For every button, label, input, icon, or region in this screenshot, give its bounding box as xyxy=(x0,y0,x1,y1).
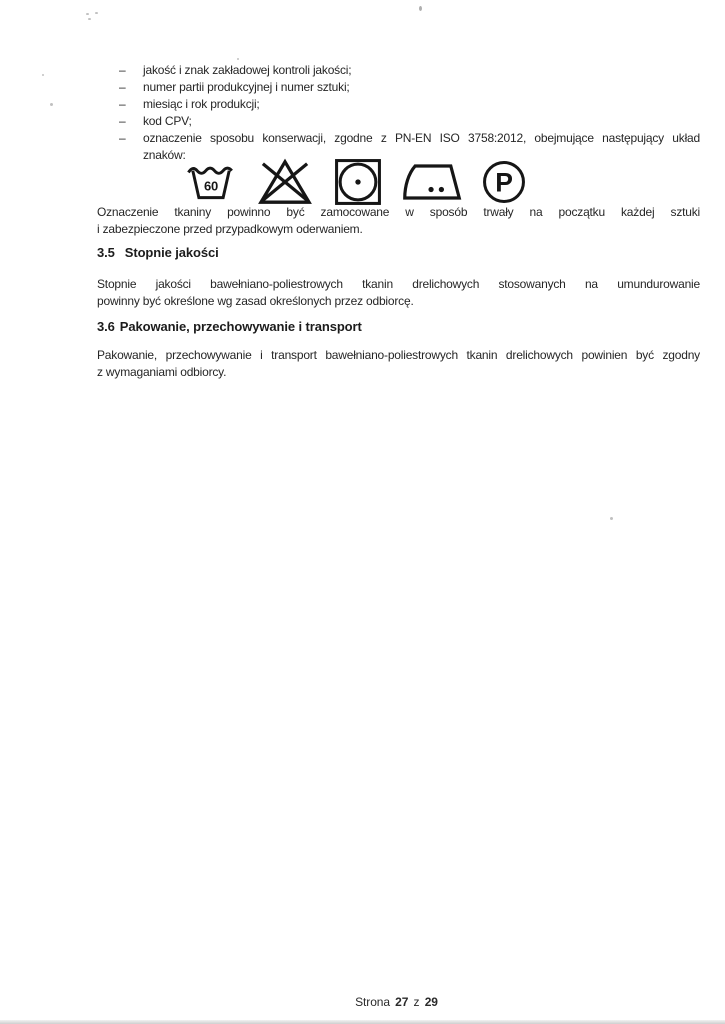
dash-bullet-icon: – xyxy=(119,114,126,128)
svg-text:P: P xyxy=(495,167,513,198)
scan-speck xyxy=(86,13,89,15)
bullet-list xyxy=(97,62,700,164)
dash-bullet-icon: – xyxy=(119,97,126,111)
scan-speck xyxy=(50,103,53,106)
paragraph-marking xyxy=(97,204,700,238)
section-3-5-heading xyxy=(97,244,700,261)
page-footer xyxy=(33,995,725,1009)
list-item-text: znaków: xyxy=(143,148,186,162)
scan-speck xyxy=(419,6,422,11)
scan-bottom-edge xyxy=(0,1020,725,1024)
section-3-5-body xyxy=(97,276,700,310)
do-not-bleach-icon xyxy=(255,157,315,207)
wash-60-icon xyxy=(185,159,237,205)
scan-speck xyxy=(95,12,98,14)
section-title: Stopnie jakości xyxy=(124,245,219,260)
svg-text:60: 60 xyxy=(203,178,219,194)
scan-speck xyxy=(42,74,44,76)
list-item xyxy=(97,62,700,79)
dash-bullet-icon: – xyxy=(119,131,126,145)
paragraph-line: z wymaganiami odbiorcy. xyxy=(97,365,227,379)
scan-speck xyxy=(610,517,613,520)
scan-speck xyxy=(237,58,239,60)
dry-clean-p-icon xyxy=(481,159,527,205)
footer-label: Strona xyxy=(355,995,390,1009)
list-item xyxy=(97,79,700,96)
paragraph-line: i zabezpieczone przed przypadkowym oderwaniem. xyxy=(97,222,363,236)
dash-bullet-icon: – xyxy=(119,80,126,94)
section-title: Pakowanie, przechowywanie i transport xyxy=(119,319,362,334)
list-item xyxy=(97,96,700,113)
footer-separator: z xyxy=(413,995,420,1009)
paragraph-line: Stopnie jakości bawełniano-poliestrowych tkanin drelichowych stosowanych na umundurowanie xyxy=(97,277,700,291)
footer-page-number: 27 xyxy=(395,995,409,1009)
tumble-dry-icon xyxy=(333,157,383,207)
scan-speck xyxy=(88,18,91,20)
section-number: 3.6 xyxy=(97,319,115,334)
dash-bullet-icon: – xyxy=(119,63,126,77)
list-item xyxy=(97,113,700,130)
section-3-6-heading xyxy=(97,318,700,335)
list-item-text: miesiąc i rok produkcji; xyxy=(143,97,260,111)
section-3-6-body xyxy=(97,347,700,381)
list-item-text: jakość i znak zakładowej kontroli jakości; xyxy=(143,63,352,77)
iron-two-dots-icon xyxy=(401,160,463,204)
list-item-text: kod CPV; xyxy=(143,114,192,128)
paragraph-line: Oznaczenie tkaniny powinno być zamocowane w sposób trwały na początku każdej sztuki xyxy=(97,205,700,219)
list-item-text: numer partii produkcyjnej i numer sztuki; xyxy=(143,80,350,94)
list-item xyxy=(97,130,700,164)
section-number: 3.5 xyxy=(97,245,115,260)
document-body xyxy=(97,62,700,381)
paragraph-line: powinny być określone wg zasad określonych przez odbiorcę. xyxy=(97,294,414,308)
paragraph-line: Pakowanie, przechowywanie i transport bawełniano-poliestrowych tkanin drelichowych powinien być zgodny xyxy=(97,348,700,362)
list-item-text: oznaczenie sposobu konserwacji, zgodne z PN-EN ISO 3758:2012, obejmujące następujący układ xyxy=(143,131,700,145)
footer-page-total: 29 xyxy=(424,995,438,1009)
care-symbols-row xyxy=(185,157,700,207)
